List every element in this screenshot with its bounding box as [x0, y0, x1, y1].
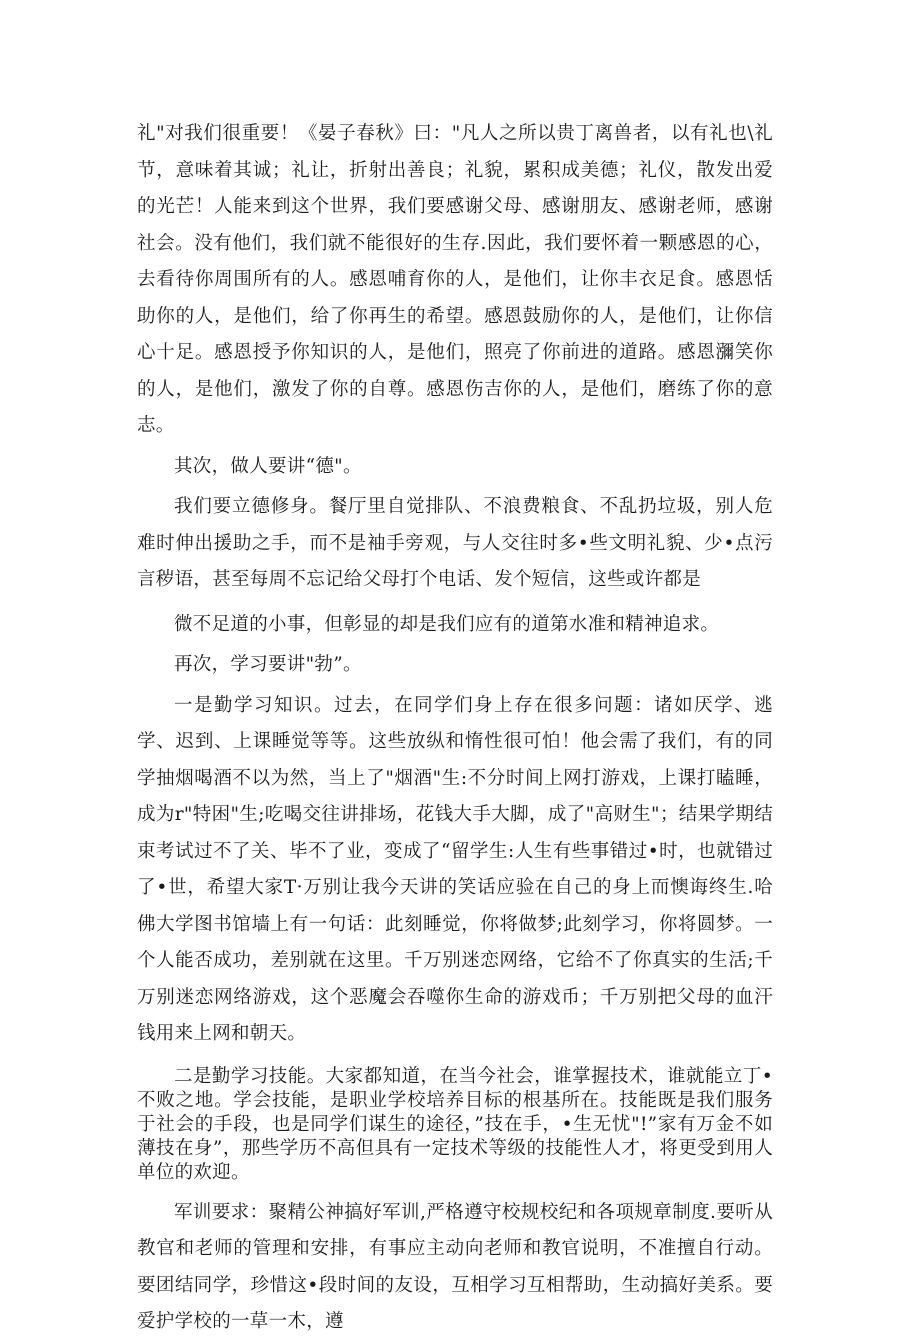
paragraph-heading-virtue: 其次，做人要讲“德"。 — [174, 455, 362, 477]
paragraph-gratitude: 礼"对我们很重要！《晏子春秋》曰："凡人之所以贵丁离兽者，以有礼也\礼节，意味着其诚；礼让，折射出善良；礼貌，累积成美德；礼仪，散发出爱的光芒！人能来到这个世界，我们要感谢父母、感谢朋友、感谢老师，感谢社会。没有他们，我们就不能很好的生存.因此，我们要怀着一颗感恩的心，去看待你周围所有的人。感恩哺育你的人，是他们，让你丰衣足食。感恩恬助你的人，是他们，给了你再生的希望。感恩鼓励你的人，是他们，让你信心十足。感恩授予你知识的人，是他们，照亮了你前进的道路。感恩瀰笑你的人，是他们，激发了你的自尊。感恩伤吉你的人，是他们，磨练了你的意志。 — [137, 123, 773, 436]
document-body — [137, 116, 773, 1341]
paragraph-heading-diligence: 再次，学习要讲"勃”。 — [174, 654, 362, 675]
paragraph-military-training: 军训要求：聚精公神搞好军训,严格遵守校规校纪和各项规章制度.要听从教官和老师的管理和安排，有事应主动向老师和教官说明，不准擅自行动。要团结同学，珍惜这•段时间的友设，互相学习互相帮助，生动搞好美系。要爱护学校的一草一木，遵 — [137, 1201, 773, 1332]
paragraph-virtue-continued: 微不足道的小事，但彰显的却是我们应有的道第水准和精神追求。 — [174, 613, 720, 635]
paragraph-virtue-body: 我们要立德修身。餐厅里自觉排队、不浪费粮食、不乱扔垃圾，别人危难时伸出援助之手，而不是袖手旁观，与人交往时多•些文明礼貌、少•点污言秽语，甚至每周不忘记给父母打个电话、发个短信，这些或许都是 — [137, 496, 773, 590]
paragraph-study-skills: 二是勤学习技能。大家都知道，在当今社会，谁掌握技术，谁就能立丁•不败之地。学会技能，是职业学校培养目标的根基所在。技能既是我们服务于社会的手段，也是同学们谋生的途径，”技在手，•生无忧"!”家有万金不如薄技在身”，那些学历不高但具有一定技术等级的技能性人才，将更受到用人单位的欢迎。 — [137, 1065, 773, 1183]
paragraph-study-knowledge: 一是勤学习知识。过去，在同学们身上存在很多问题：诸如厌学、逃学、迟到、上课睡觉等等。这些放纵和惰性很可怕！他会需了我们，有的同学抽烟喝酒不以为然，当上了"烟酒"生:不分时间上网打游戏，上课打瞌睡，成为r"特困"生;吃喝交往讲排场，花钱大手大脚，成了"高财生"；结果学期结束考试过不了关、毕不了业，变成了“留学生:人生有些事错过•时，也就错过了•世，希望大家T·万别让我今天讲的笑话应验在自己的身上而懊诲终生.哈佛大学图书馆墙上有一句话：此刻睡觉，你将做梦;此刻学习，你将圆梦。一个人能否成功，差别就在这里。千万别迷恋网络，它给不了你真实的生活;千万别迷恋网络游戏，这个恶魔会吞噬你生命的游戏币；千万别把父母的血汗钱用来上网和朝天。 — [137, 694, 773, 1044]
